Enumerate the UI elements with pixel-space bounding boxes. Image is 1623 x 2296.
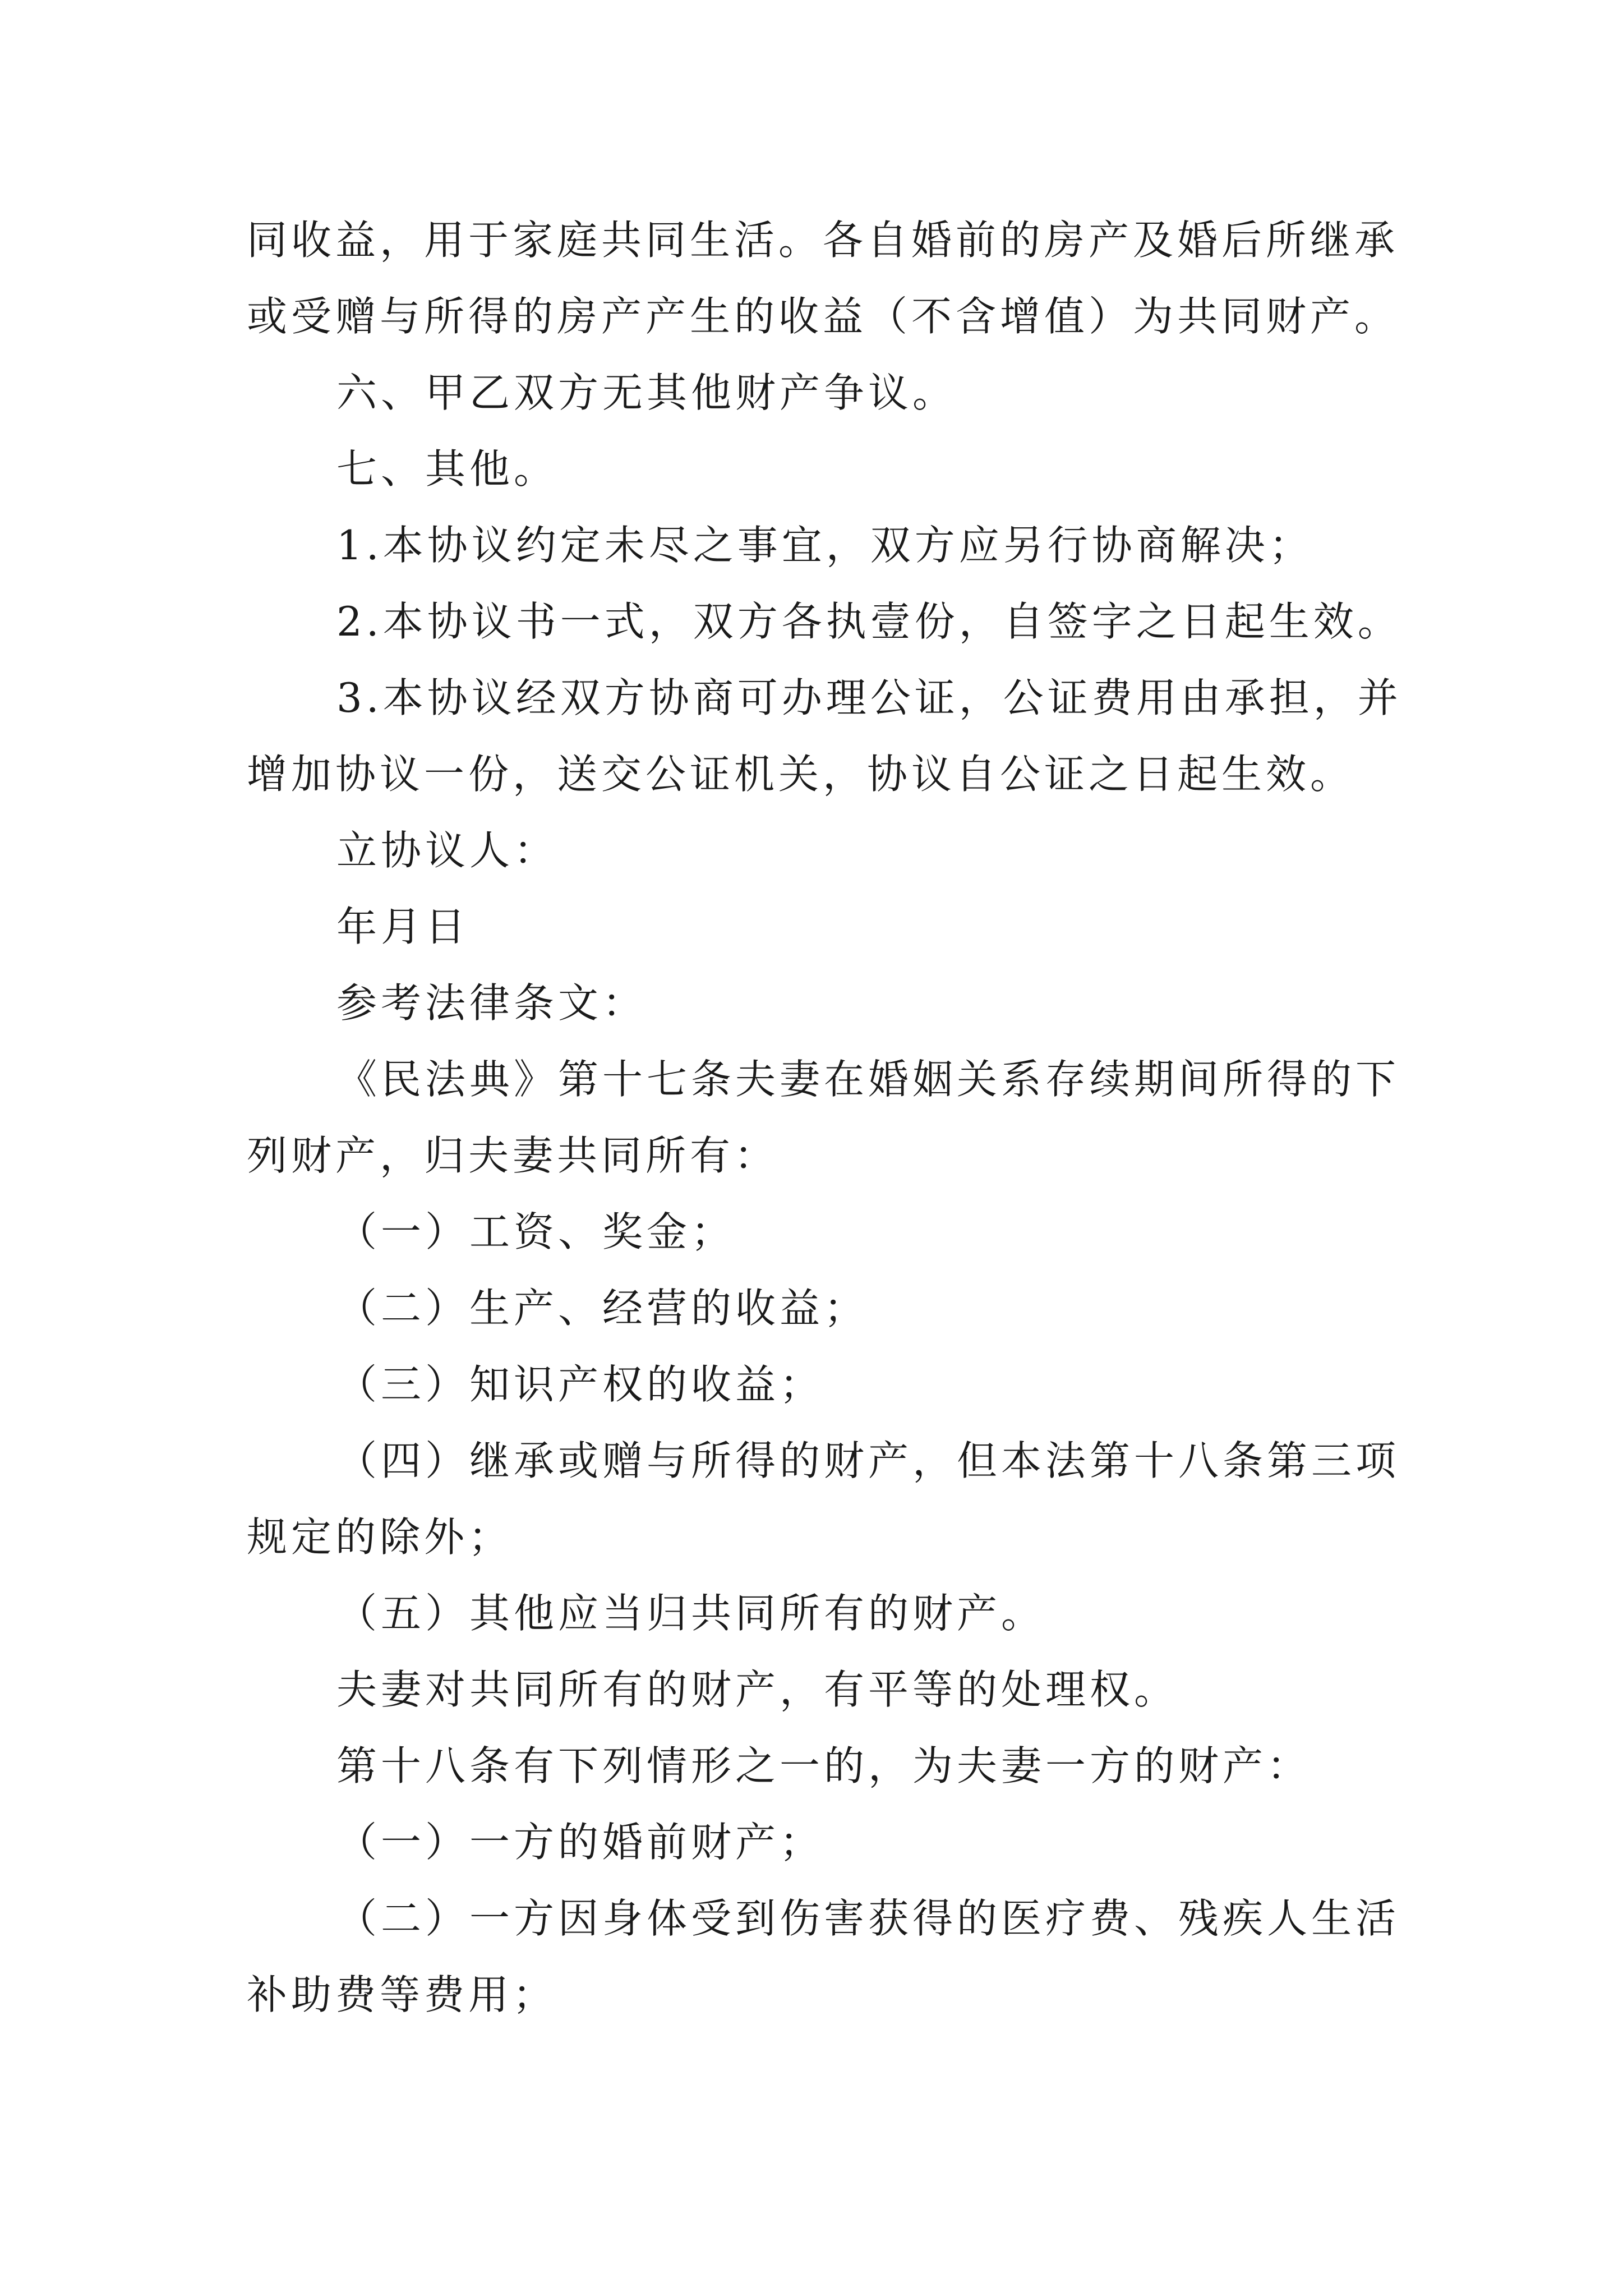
text-line: （一）工资、奖金； [336, 1208, 736, 1255]
text-line: 参考法律条文： [336, 979, 647, 1027]
text-line: （五）其他应当归共同所有的财产。 [336, 1590, 1046, 1637]
text-line: 列财产，归夫妻共同所有： [247, 1132, 779, 1179]
text-line: 同收益，用于家庭共同生活。各自婚前的房产及婚后所继承 [247, 217, 1399, 264]
text-line: （一）一方的婚前财产； [336, 1819, 824, 1866]
text-line: 规定的除外； [247, 1513, 513, 1561]
text-line: （三）知识产权的收益； [336, 1361, 824, 1408]
text-line: 3.本协议经双方协商可办理公证，公证费用由承担，并 [336, 674, 1402, 721]
text-line: 第十八条有下列情形之一的，为夫妻一方的财产： [336, 1742, 1312, 1789]
text-line: 或受赠与所得的房产产生的收益（不含增值）为共同财产。 [247, 293, 1399, 340]
text-line: 《民法典》第十七条夫妻在婚姻关系存续期间所得的下 [336, 1056, 1400, 1103]
text-line: 夫妻对共同所有的财产，有平等的处理权。 [336, 1666, 1179, 1713]
text-line: 补助费等费用； [247, 1971, 557, 2018]
text-line: 2.本协议书一式，双方各执壹份，自签字之日起生效。 [336, 598, 1402, 645]
text-line: （四）继承或赠与所得的财产，但本法第十八条第三项 [336, 1437, 1400, 1484]
text-line: 增加协议一份，送交公证机关，协议自公证之日起生效。 [247, 751, 1355, 798]
text-line: 六、甲乙双方无其他财产争议。 [336, 369, 957, 416]
text-line: 年月日 [336, 903, 470, 950]
text-line: （二）生产、经营的收益； [336, 1285, 869, 1332]
text-line: 七、其他。 [336, 445, 559, 493]
text-line: 1.本协议约定未尽之事宜，双方应另行协商解决； [336, 522, 1313, 569]
text-line: （二）一方因身体受到伤害获得的医疗费、残疾人生活 [336, 1895, 1400, 1942]
text-line: 立协议人： [336, 827, 559, 874]
